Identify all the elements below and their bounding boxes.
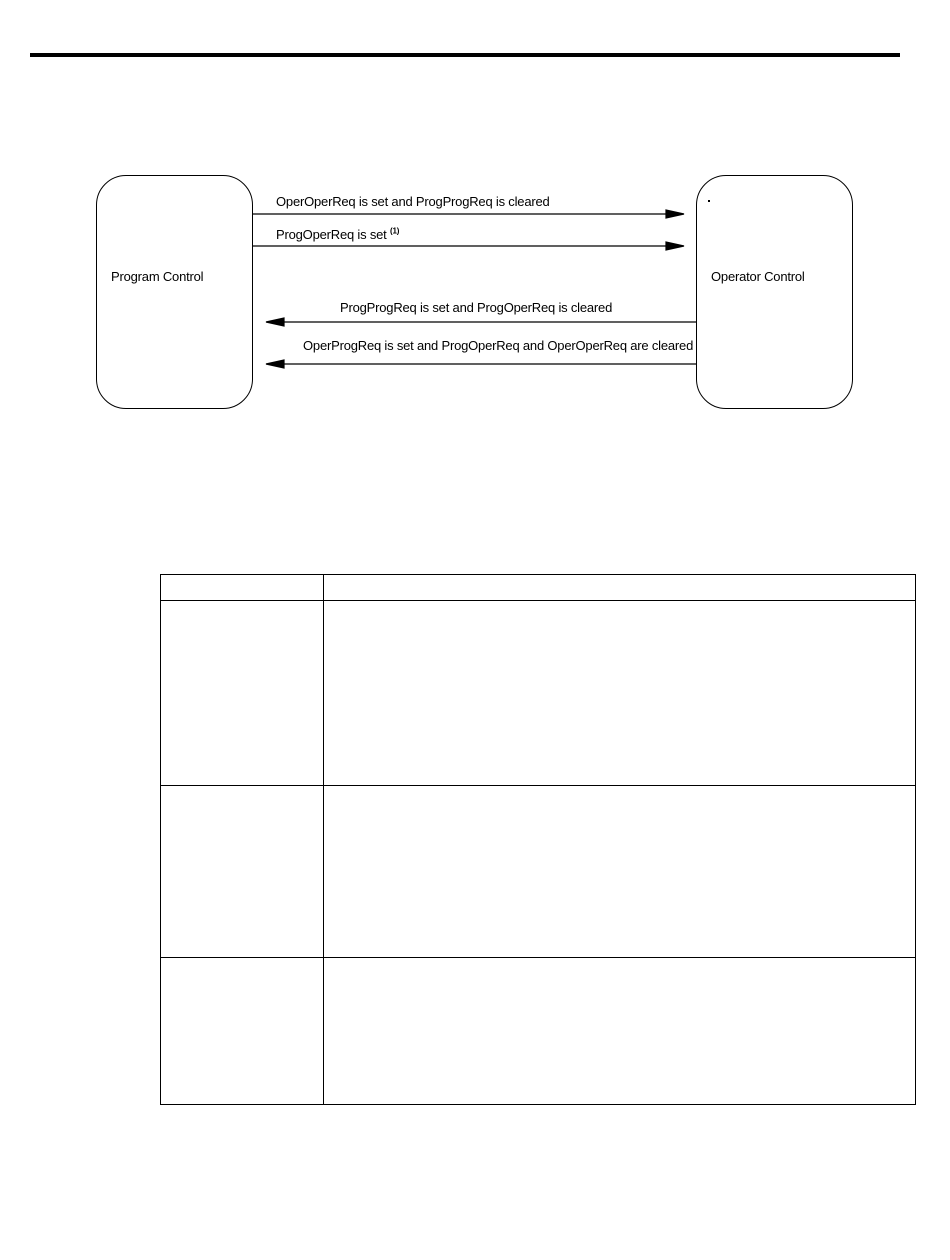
table-cell <box>161 958 324 1105</box>
arrowhead-3 <box>266 318 284 326</box>
arrowhead-2 <box>666 242 684 250</box>
transition-label-1: OperOperReq is set and ProgProgReq is cleared <box>276 194 550 209</box>
program-control-label: Program Control <box>111 269 204 284</box>
transition-label-2: ProgOperReq is set $^{(1)}$ <box>276 226 400 242</box>
table-cell <box>161 601 324 786</box>
table-header-cell <box>324 575 916 601</box>
table-header-cell <box>161 575 324 601</box>
table-cell <box>161 786 324 958</box>
arrowhead-4 <box>266 360 284 368</box>
operator-control-label: Operator Control <box>711 269 805 284</box>
table-cell <box>324 786 916 958</box>
transition-label-3: ProgProgReq is set and ProgOperReq is cleared <box>340 300 613 315</box>
transition-label-4: OperProgReq is set and ProgOperReq and OperOperReq are cleared <box>303 338 694 353</box>
table-row <box>161 601 916 786</box>
footnote-marker: (1) <box>390 226 400 236</box>
table-cell <box>324 958 916 1105</box>
arrowhead-1 <box>666 210 684 218</box>
table-row <box>161 786 916 958</box>
description-table <box>160 574 916 1105</box>
table-row <box>161 958 916 1105</box>
table-header-row <box>161 575 916 601</box>
table-cell <box>324 601 916 786</box>
